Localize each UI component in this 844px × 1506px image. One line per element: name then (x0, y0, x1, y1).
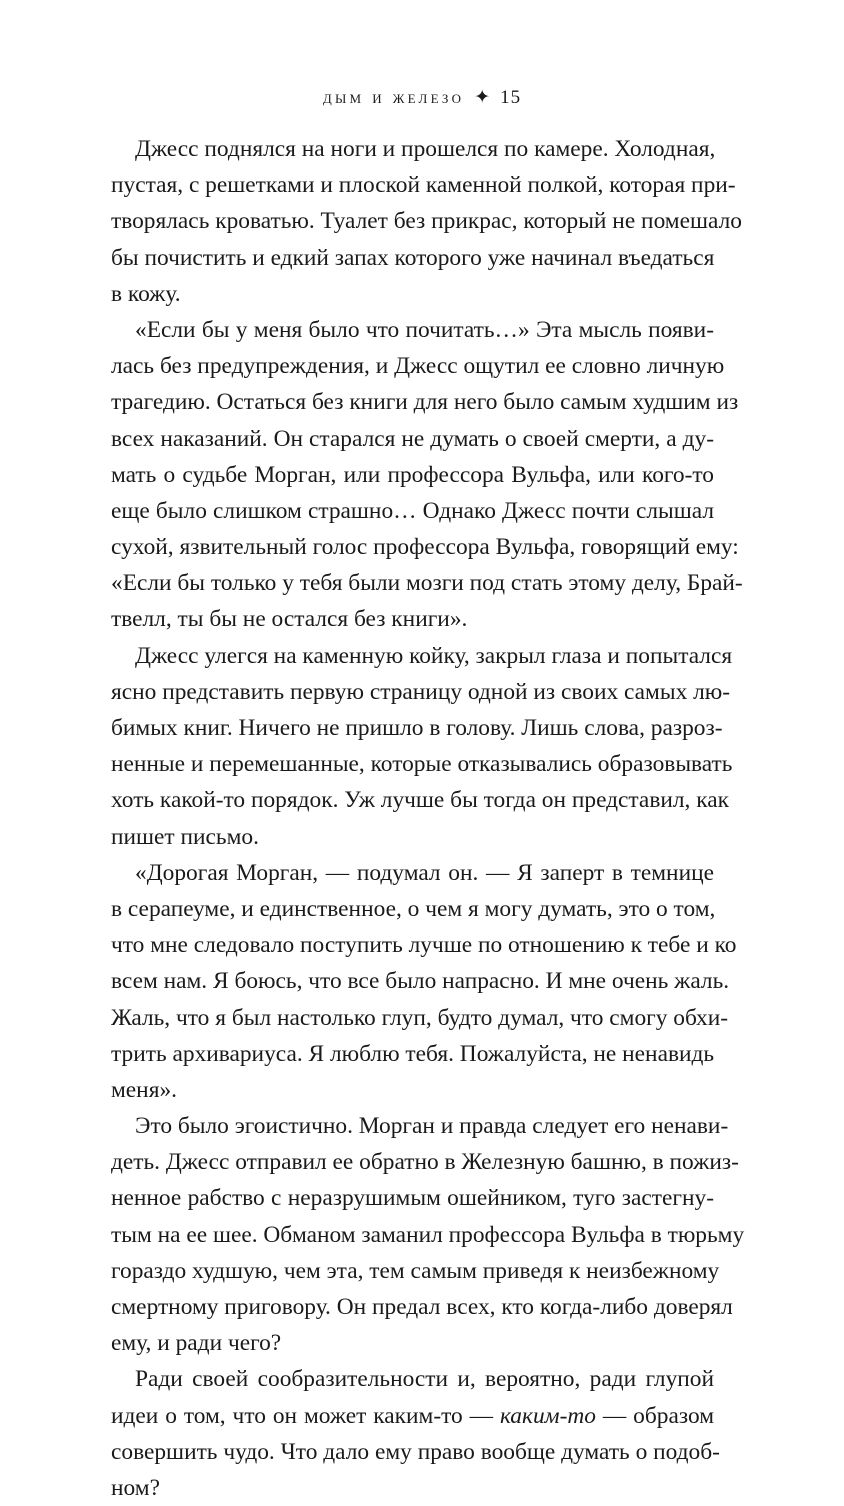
text-line: ном? (111, 1474, 160, 1501)
paragraph (111, 1108, 745, 1361)
body-text (111, 131, 745, 1506)
paragraph (111, 638, 733, 855)
text-line: бимых книг. Ничего не пришло в голову. Лишь слова, разроз- (111, 715, 723, 741)
star-ornament-icon: ✦ (474, 87, 491, 108)
text-line: ему, и ради чего? (111, 1330, 282, 1357)
running-head (0, 84, 844, 112)
text-line: бы почистить и едкий запах которого уже начинал въедаться (111, 244, 715, 271)
text-line: творялась кроватью. Туалет без прикрас, который не помешало (111, 208, 742, 235)
text-line: Джесс поднялся на ноги и прошелся по камере. Холодная, (135, 136, 716, 162)
text-line: смертному приговору. Он предал всех, кто когда-либо доверял (111, 1294, 733, 1320)
text-line: трагедию. Остаться без книги для него было самым худшим из (111, 389, 739, 416)
text-line: трить архивариуса. Я люблю тебя. Пожалуйста, не ненавидь (111, 1040, 715, 1067)
text-line: хоть какой-то порядок. Уж лучше бы тогда он представил, как (111, 787, 729, 814)
text-line: ненное рабство с неразрушимым ошейником, туго застегну- (111, 1185, 714, 1212)
text-line: еще было слишком страшно… Однако Джесс почти слышал (111, 497, 714, 524)
text-line: твелл, ты бы не остался без книги». (111, 606, 468, 633)
paragraph (111, 312, 743, 638)
paragraph (111, 131, 742, 312)
text-line: лась без предупреждения, и Джесс ощутил ее словно личную (111, 353, 725, 380)
text-line: ненные и перемешанные, которые отказывались образовывать (111, 751, 733, 778)
paragraph (111, 1361, 720, 1506)
text-line: в кожу. (111, 280, 181, 307)
text-line: пишет письмо. (111, 823, 259, 850)
text-line: ясно представить первую страницу одной из своих самых лю- (111, 678, 731, 705)
page-number: 15 (500, 87, 522, 108)
text-line: в серапеуме, и единственное, о чем я могу думать, это о том, (111, 895, 716, 922)
text-line: Ради своей сообразительности и, вероятно, ради глупой (135, 1366, 714, 1393)
text-line: Это было эгоистично. Морган и правда следует его ненави- (135, 1113, 729, 1140)
text-line: пустая, с решетками и плоской каменной полкой, которая при- (111, 172, 736, 199)
text-line: деть. Джесс отправил ее обратно в Железную башню, в пожиз- (111, 1149, 739, 1176)
text-line: «Если бы у меня было что почитать…» Эта мысль появи- (135, 316, 714, 343)
text-line: Жаль, что я был настолько глуп, будто думал, что смогу обхи- (111, 1004, 729, 1031)
text-line: мать о судьбе Морган, или профессора Вульфа, или кого-то (111, 461, 714, 488)
text-line: сухой, язвительный голос профессора Вульфа, говорящий ему: (111, 534, 739, 561)
text-line: тым на ее шее. Обманом заманил профессора Вульфа в тюрьму (111, 1221, 745, 1248)
running-head-title: дым и железо (322, 87, 465, 108)
text-line: что мне следовало поступить лучше по отношению к тебе и ко (111, 932, 737, 959)
text-line: всем нам. Я боюсь, что все было напрасно. И мне очень жаль. (111, 968, 730, 995)
text-line: совершить чудо. Что дало ему право вообще думать о подоб- (111, 1438, 720, 1465)
text-line: «Дорогая Морган, — подумал он. — Я заперт в темнице (135, 859, 714, 886)
text-line: Джесс улегся на каменную койку, закрыл глаза и попытался (135, 642, 733, 669)
paragraph (111, 855, 737, 1108)
text-line: гораздо худшую, чем эта, тем самым приведя к неизбежному (111, 1257, 720, 1284)
text-line: всех наказаний. Он старался не думать о своей смерти, а ду- (111, 425, 714, 452)
text-line: «Если бы только у тебя были мозги под стать этому делу, Брай- (111, 570, 743, 597)
text-line: меня». (111, 1076, 178, 1103)
text-line: идеи о том, что он может каким-то — каким-то — образом (111, 1402, 714, 1429)
emphasis-text: каким-то (499, 1402, 596, 1429)
